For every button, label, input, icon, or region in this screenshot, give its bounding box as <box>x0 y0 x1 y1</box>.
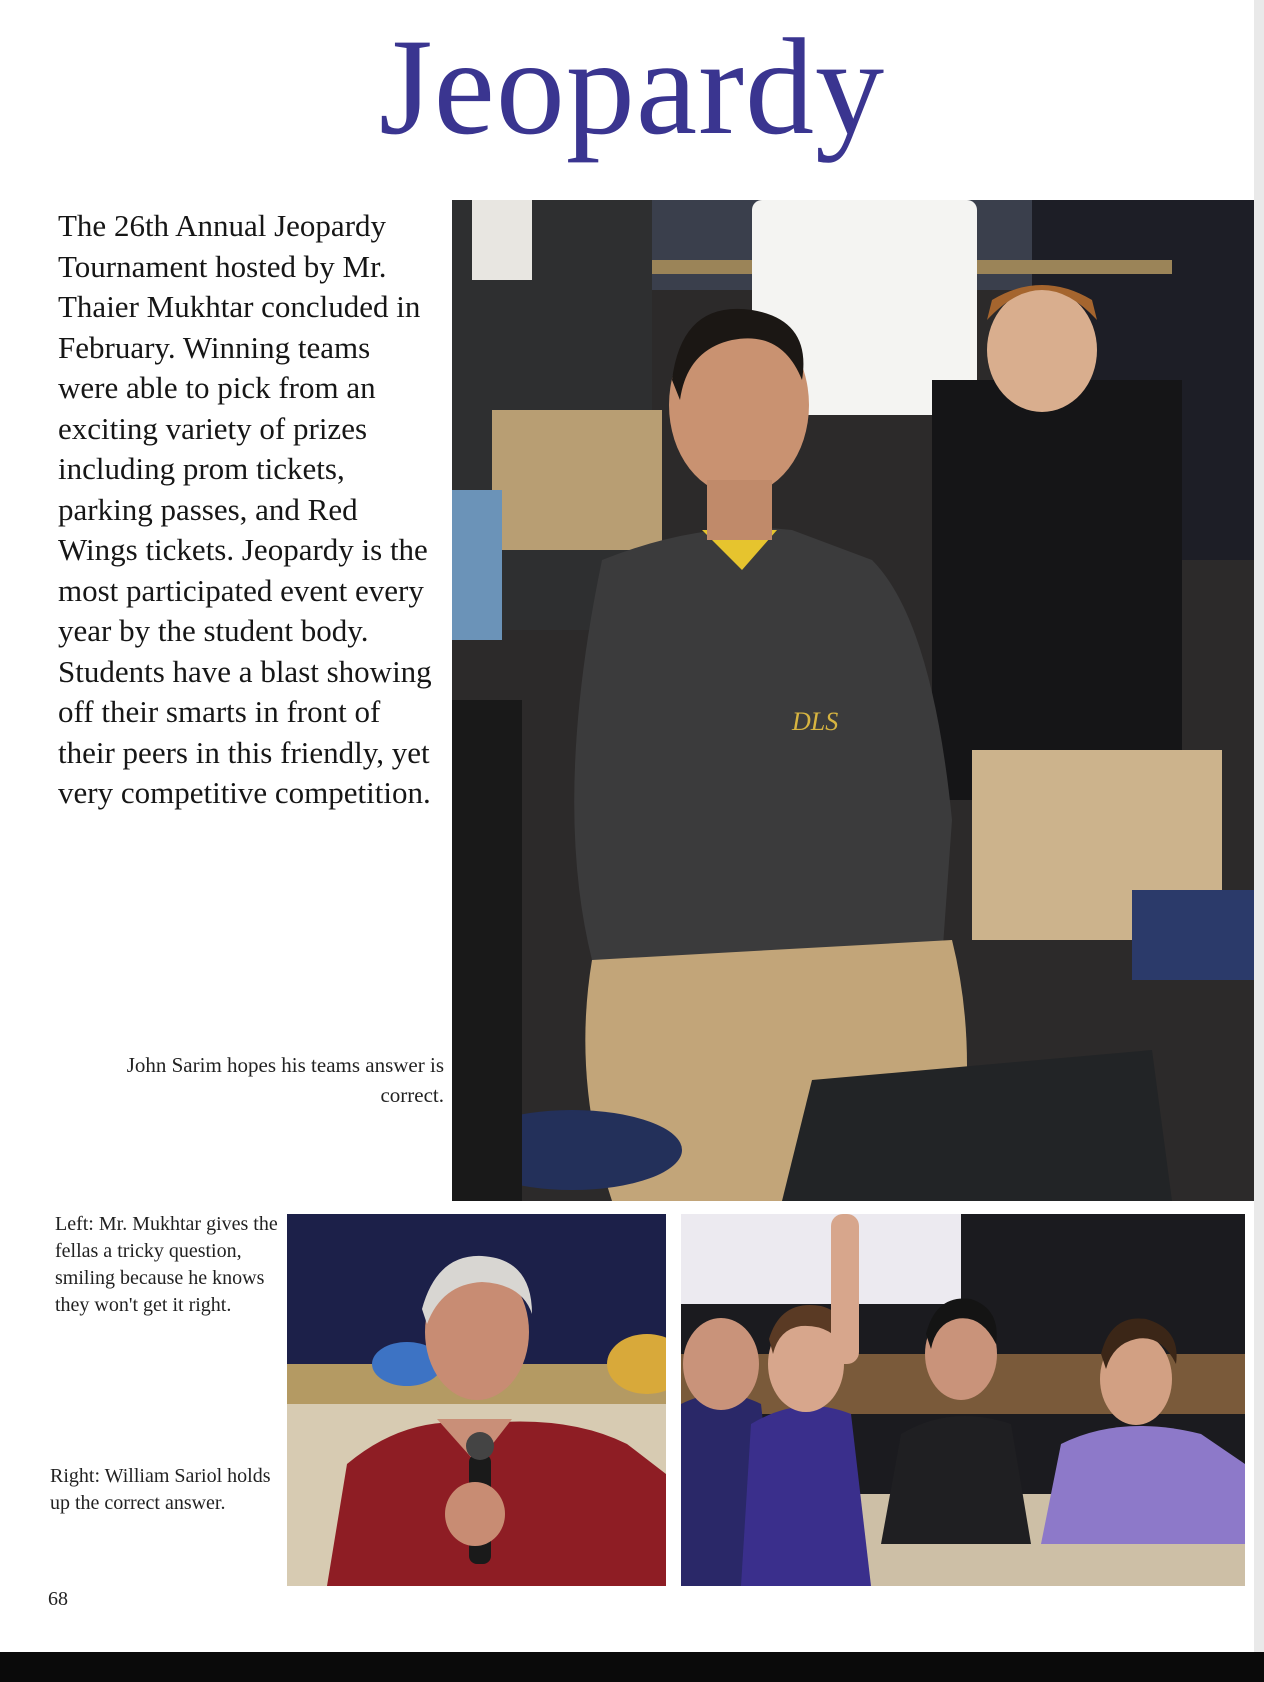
main-photo-illustration <box>452 200 1254 1201</box>
main-photo-caption: John Sarim hopes his teams answer is correct. <box>126 1053 444 1107</box>
left-photo-teacher-microphone <box>287 1214 666 1586</box>
right-photo-students-table <box>681 1214 1245 1586</box>
article-body-text: The 26th Annual Jeopardy Tournament hosted by Mr. Thaier Mukhtar concluded in February. Winning teams were able to pick from an exciting variety of prizes including prom tickets, parking passes, and Red Wings tickets. Jeopardy is the most participated event every year by the student body. Students have a blast showing off their smarts in front of their peers in this friendly, yet very competitive competition. <box>58 208 432 810</box>
main-photo-student-seated <box>452 200 1254 1201</box>
page-title: Jeopardy <box>378 10 886 163</box>
page-number: 68 <box>48 1588 68 1610</box>
scan-bottom-border <box>0 1652 1264 1682</box>
left-photo-illustration <box>287 1214 666 1586</box>
page-edge-shadow <box>1254 0 1264 1682</box>
dls-sweater-logo: DLS <box>792 707 839 736</box>
right-photo-caption: Right: William Sariol holds up the correct answer. <box>50 1465 271 1514</box>
right-photo-illustration <box>681 1214 1245 1586</box>
left-photo-caption: Left: Mr. Mukhtar gives the fellas a tricky question, smiling because he knows they won't get it right. <box>55 1213 278 1316</box>
